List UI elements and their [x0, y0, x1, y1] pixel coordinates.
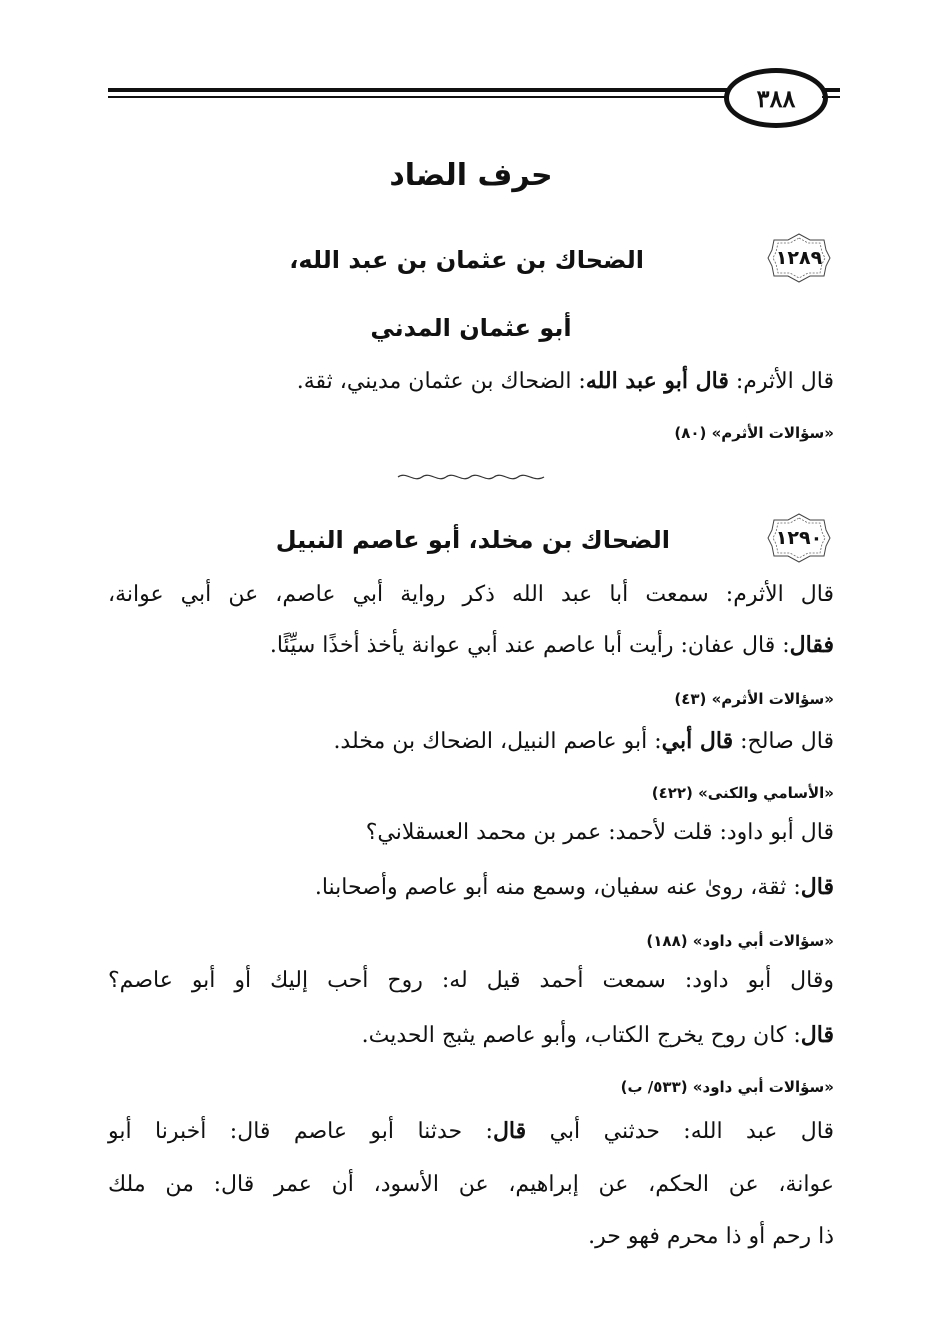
entry-number: ١٢٩٠	[775, 527, 823, 549]
paragraph-line: قال: كان روح يخرج الكتاب، وأبو عاصم يثبج الحديث.	[361, 1022, 834, 1048]
section-title: حرف الضاد	[389, 158, 553, 193]
paragraph-line: عوانة، عن الحكم، عن إبراهيم، عن الأسود، أن عمر قال: من ملك	[108, 1172, 834, 1197]
entry-number-badge	[766, 232, 832, 284]
entry-heading-line2: أبو عثمان المدني	[370, 314, 572, 342]
paragraph-line: وقال أبو داود: سمعت أحمد قيل له: روح أحب إليك أو أبو عاصم؟	[108, 968, 834, 993]
ornamental-divider-icon	[396, 470, 546, 484]
paragraph-line: قال صالح: قال أبي: أبو عاصم النبيل، الضحاك بن مخلد.	[333, 728, 834, 754]
entry-heading: الضحاك بن عثمان بن عبد الله،	[289, 246, 644, 274]
paragraph-line: قال أبو داود: قلت لأحمد: عمر بن محمد العسقلاني؟	[365, 820, 834, 845]
header-rule	[108, 88, 728, 102]
page-number: ٣٨٨	[724, 68, 828, 128]
entry-number: ١٢٨٩	[775, 247, 823, 269]
entry-heading: الضحاك بن مخلد، أبو عاصم النبيل	[275, 526, 670, 554]
paragraph-line: قال: ثقة، روىٰ عنه سفيان، وسمع منه أبو عاصم وأصحابنا.	[314, 874, 834, 900]
paragraph-line: قال عبد الله: حدثني أبي قال: حدثنا أبو عاصم قال: أخبرنا أبو	[108, 1118, 834, 1144]
paragraph-line: قال الأثرم: سمعت أبا عبد الله ذكر رواية أبي عاصم، عن أبي عوانة،	[108, 582, 834, 607]
source-citation: «الأسامي والكنى» (٤٢٢)	[651, 784, 834, 802]
source-citation: «سؤالات أبي داود» (١٨٨)	[646, 932, 834, 950]
source-citation: «سؤالات الأثرم» (٤٣)	[674, 690, 834, 708]
source-citation: «سؤالات أبي داود» (٥٣٣/ ب)	[620, 1078, 834, 1096]
source-citation: «سؤالات الأثرم» (٨٠)	[674, 424, 834, 442]
paragraph-line: فقال: قال عفان: رأيت أبا عاصم عند أبي عوانة يأخذ أخذًا سيِّئًا.	[269, 632, 834, 658]
paragraph: قال الأثرم: قال أبو عبد الله: الضحاك بن عثمان مديني، ثقة.	[296, 368, 834, 394]
entry-number-badge	[766, 512, 832, 564]
paragraph-line: ذا رحم أو ذا محرم فهو حر.	[588, 1224, 834, 1249]
